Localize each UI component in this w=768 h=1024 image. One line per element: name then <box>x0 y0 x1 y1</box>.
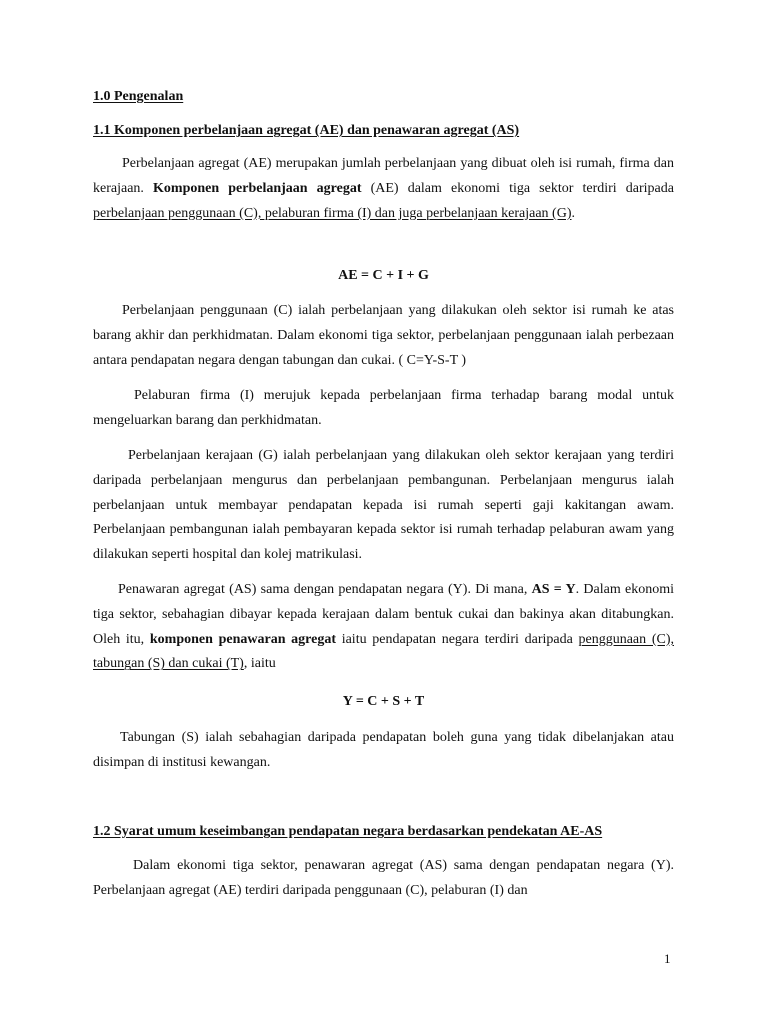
equation-ae: AE = C + I + G <box>338 268 429 283</box>
equation-y: Y = C + S + T <box>342 694 425 709</box>
heading-section-1-1: 1.1 Komponen perbelanjaan agregat (AE) dan penawaran agregat (AS) <box>93 123 520 138</box>
heading-introduction: 1.0 Pengenalan <box>93 89 184 104</box>
paragraph-savings <box>93 726 674 776</box>
p5-text-c: iaitu pendapatan negara terdiri daripada <box>336 631 579 647</box>
p1-text-b: (AE) dalam ekonomi tiga sektor terdiri daripada <box>361 180 674 196</box>
paragraph-investment <box>93 384 674 434</box>
p1-text-c: . <box>571 205 575 221</box>
paragraph-equilibrium-conditions <box>93 854 674 904</box>
p7-text: Dalam ekonomi tiga sektor, penawaran agregat (AS) sama dengan pendapatan negara (Y). Perbelanjaan agregat (AE) terdiri daripada penggunaan (C), pelaburan (I) dan <box>93 858 674 898</box>
p5-text-b: . Dalam ekonomi tiga sektor, sebahagian dibayar kepada kerajaan dalam bentuk cukai dan bakinya akan ditabungkan. Oleh itu, <box>93 582 675 647</box>
p2-text: Perbelanjaan penggunaan (C) ialah perbelanjaan yang dilakukan oleh sektor isi rumah ke atas barang akhir dan perkhidmatan. Dalam ekonomi tiga sektor, perbelanjaan penggunaan ialah perbezaan antara pendapatan negara dengan tabungan dan cukai. ( C=Y-S-T ) <box>93 303 674 368</box>
p5-bold-term: komponen penawaran agregat <box>149 631 337 647</box>
paragraph-government-spending <box>93 444 674 568</box>
heading-section-1-2: 1.2 Syarat umum keseimbangan pendapatan negara berdasarkan pendekatan AE-AS <box>93 824 603 839</box>
p1-underlined-components: perbelanjaan penggunaan (C), pelaburan firma (I) dan juga perbelanjaan kerajaan (G) <box>93 205 572 221</box>
page-number: 1 <box>664 951 671 966</box>
paragraph-aggregate-expenditure <box>93 152 674 226</box>
p1-text-a: Perbelanjaan agregat (AE) merupakan jumlah perbelanjaan yang dibuat oleh isi rumah, firma dan kerajaan. <box>93 156 674 196</box>
p5-text-d: , iaitu <box>243 656 276 672</box>
paragraph-consumption <box>93 299 674 373</box>
p4-text: Perbelanjaan kerajaan (G) ialah perbelanjaan yang dilakukan oleh sektor kerajaan yang terdiri daripada perbelanjaan mengurus dan perbelanjaan pembangunan. Perbelanjaan mengurus ialah perbelanjaan untuk membayar pendapatan kepada isi rumah seperti gaji kakitangan awam. Perbelanjaan pembangunan ialah pembayaran kepada sektor isi rumah terhadap pelaburan awam yang dilakukan seperti hospital dan kolej matrikulasi. <box>93 448 674 563</box>
p5-text-a: Penawaran agregat (AS) sama dengan pendapatan negara (Y). Di mana, <box>118 582 532 597</box>
p1-bold-term: Komponen perbelanjaan agregat <box>153 180 362 196</box>
p5-bold-as-y: AS = Y <box>531 582 576 597</box>
p6-text: Tabungan (S) ialah sebahagian daripada pendapatan boleh guna yang tidak dibelanjakan atau disimpan di institusi kewangan. <box>93 730 674 770</box>
p5-underlined-components: penggunaan (C), tabungan (S) dan cukai (T) <box>93 631 674 672</box>
p3-text: Pelaburan firma (I) merujuk kepada perbelanjaan firma terhadap barang modal untuk mengeluarkan barang dan perkhidmatan. <box>93 388 674 428</box>
paragraph-aggregate-supply <box>93 578 674 677</box>
